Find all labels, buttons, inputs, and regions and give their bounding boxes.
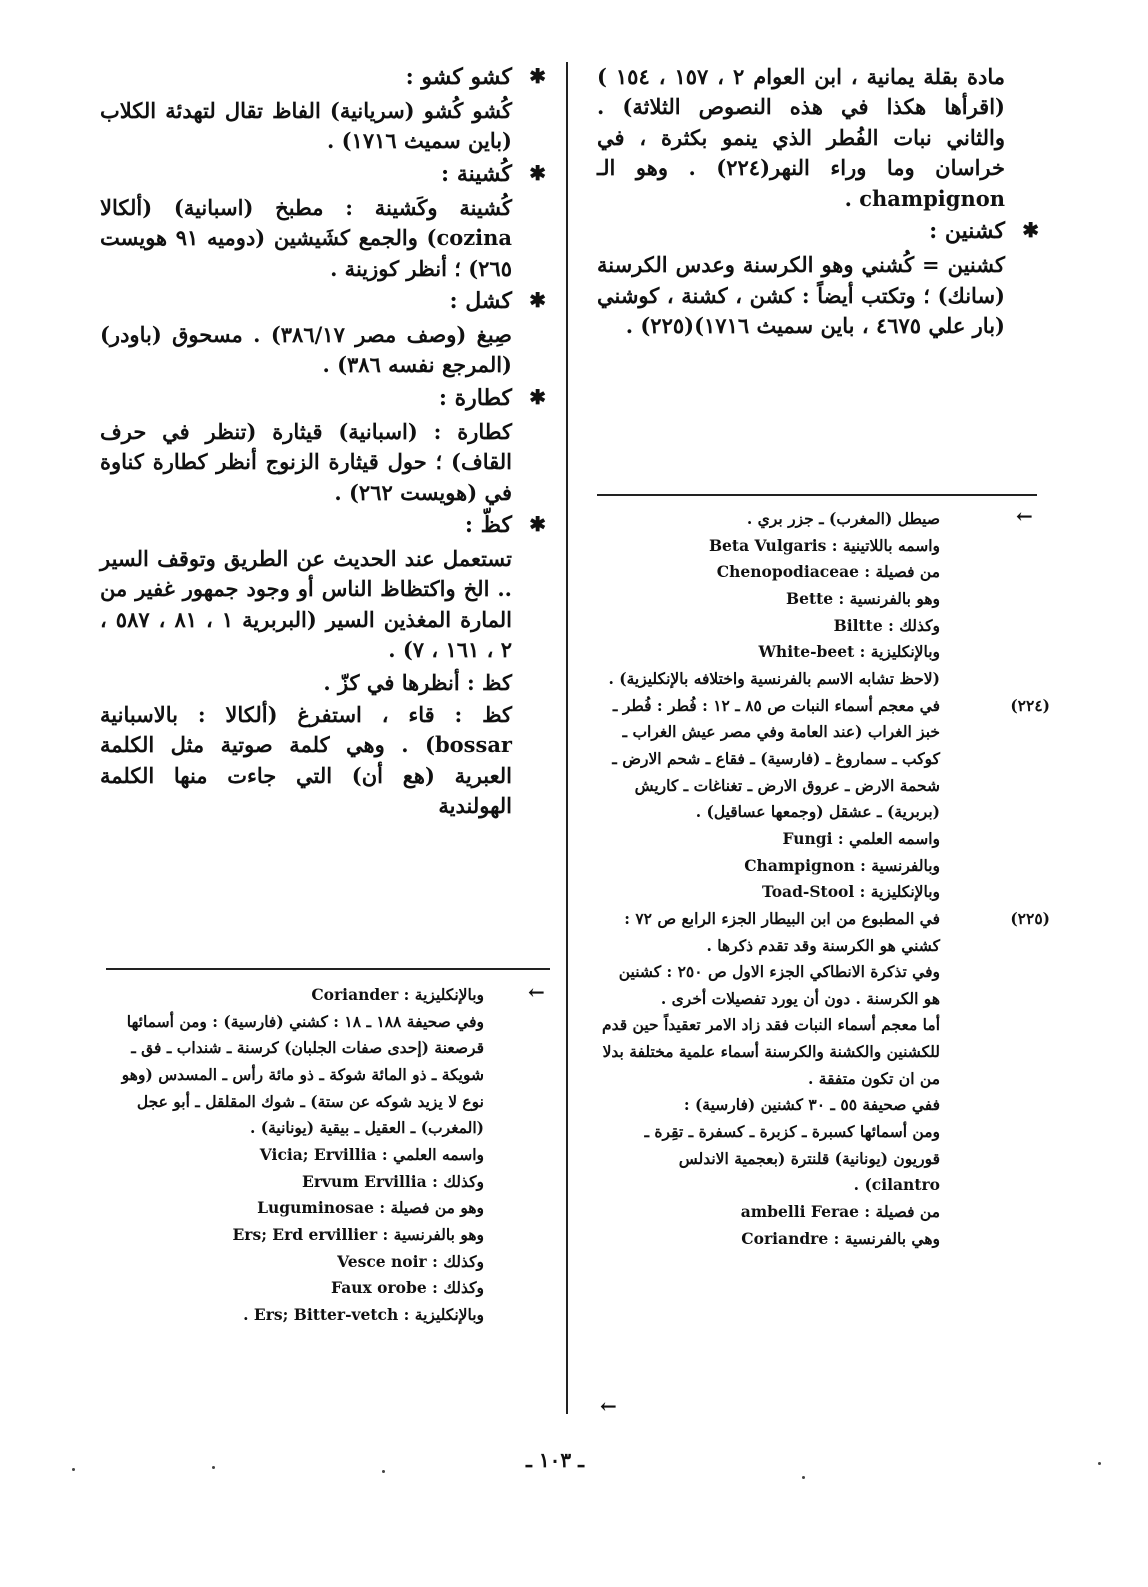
left-column xyxy=(100,62,546,824)
footnote-continuation xyxy=(598,506,998,693)
entry-text-kitara: كطارة : (اسبانية) قيثارة (تنظر في حرف القاف) ؛ حول قيثارة الزنوج أنظر كطارة كناوة في (هويست ٢٦٢) . xyxy=(100,418,512,505)
footnote-line: وبالإنكليزية : White-beet xyxy=(758,642,940,662)
footnote-label: (٢٢٤) xyxy=(1010,695,1050,715)
scan-speck xyxy=(382,1470,385,1473)
entry-bullet: ✱ xyxy=(1022,218,1039,243)
footnotes-right xyxy=(598,506,1050,1252)
scan-speck xyxy=(1098,1462,1101,1465)
footnote-rule-right xyxy=(597,494,1037,496)
footnote-label: (٢٢٥) xyxy=(1010,908,1050,928)
continuation-arrow-icon: ← xyxy=(1016,504,1033,528)
entry-text-kashl: صِبغ (وصف مصر ٣٨٦/١٧) . مسحوق (باودر) (المرجع نفسه ٣٨٦) . xyxy=(100,321,512,378)
entry-text-kushina: كُشينة وكَشينة : مطبخ (اسبانية) (ألكالا cozina) والجمع كشَيشين (دوميه ٩١ هويست ٢٦٥) ؛ أنظر كوزينة . xyxy=(100,194,513,281)
footnote-line: وهو من فصيلة : Luguminosae xyxy=(257,1198,484,1218)
footnote-line: من فصيلة : ambelli Ferae xyxy=(740,1202,940,1222)
footnote-224 xyxy=(598,693,1050,906)
scan-speck xyxy=(802,1476,805,1479)
footnote-rule-left xyxy=(106,968,550,970)
footnote-line: ففي صحيفة ٥٥ ـ ٣٠ كشنين (فارسية) : xyxy=(683,1095,940,1115)
right-paragraph-1: مادة بقلة يمانية ، ابن العوام ٢ ، ١٥٧ ، ١٥٤ ) (اقرأها هكذا في هذه النصوص الثلاثة) . والثاني نبات الفُطر الذي ينمو بكثرة ، في خراسان وما وراء النهر(٢٢٤) . وهو الـ champignon . xyxy=(597,64,1006,211)
footnote-line: واسمه باللاتينية : Beta Vulgaris xyxy=(708,535,940,555)
entry-text-kaz-vomit: كظ : قاء ، استفرغ (ألكالا : بالاسبانية bossar) . وهي كلمة صوتية مثل الكلمة العبرية (هع أن) التي جاءت منها الكلمة الهولندية xyxy=(100,702,512,819)
entry-bullet: ✱ xyxy=(529,64,546,88)
entry-bullet: ✱ xyxy=(529,384,546,409)
footnote-line: وبالإنكليزية : Ers; Bitter-vetch . xyxy=(243,1304,484,1324)
footnote-line: واسمه العلمي : Fungi xyxy=(782,828,940,848)
continuation-arrow-icon: ← xyxy=(528,980,545,1004)
entry-head-kushina: كُشينة : xyxy=(441,160,512,187)
footnote-line: ومن أسمائها كسبرة ـ كزبرة ـ كسفرة ـ تقِرة ـ قوريون (يونانية) قلنترة (بعجمية الاندلس cilantro) . xyxy=(644,1122,940,1195)
footnote-225 xyxy=(598,906,1050,1253)
entry-head-kashl: كشل : xyxy=(449,287,512,314)
footnote-line: (لاحظ تشابه الاسم بالفرنسية واختلافه بالإنكليزية) . xyxy=(608,668,940,688)
footnote-line: وبالإنكليزية : Toad-Stool xyxy=(761,882,940,902)
entry-bullet: ✱ xyxy=(529,511,546,536)
footnote-line: وبالإنكليزية : Coriander xyxy=(311,985,484,1004)
footnote-line: من فصيلة : Chenopodiaceae xyxy=(716,562,940,582)
scan-speck xyxy=(212,1466,215,1469)
footnote-line: وفي تذكرة الانطاكي الجزء الاول ص ٢٥٠ : كشنين هو الكرسنة . دون أن يورد تفصيلات أخرى . xyxy=(618,962,940,1008)
entry-text-kazz: تستعمل عند الحديث عن الطريق وتوقف السير .. الخ واكتظاظ الناس أو وجود جمهور غفير من المارة المغذين السير (البربرية ١ ، ٨١ ، ٥٨٧ ، ٢ ، ١٦١ ، ٧) . xyxy=(100,545,513,663)
entry-head-kashnin: كشنين : xyxy=(929,218,1005,245)
right-column xyxy=(597,62,1039,343)
entry-text-kashnin: كشنين = كُشني وهو الكرسنة وعدس الكرسنة (سانك) ؛ وتكتب أيضاً : كشن ، كشنة ، كوشني (بار علي ٤٦٧٥ ، باين سميث ١٧١٦)(٢٢٥) . xyxy=(597,252,1005,338)
entry-text-kaz-see: كظ : أنظرها في كزّ . xyxy=(323,669,512,695)
scan-speck xyxy=(72,1468,75,1471)
footnote-line: وكذلك : Biltte xyxy=(833,615,940,635)
footnote-line: وكذلك : Ervum Ervillia xyxy=(302,1171,484,1191)
entry-head-kazz: كظّ : xyxy=(464,511,512,538)
footnote-line: واسمه العلمي : Vicia; Ervillia xyxy=(259,1144,484,1164)
entry-bullet: ✱ xyxy=(529,287,546,312)
entry-head-kashu: كشو كشو : xyxy=(405,64,512,90)
footnote-line: وهي بالفرنسية : Coriandre xyxy=(741,1228,940,1248)
entry-text-kashu: كُشو كُشو (سريانية) الفاظ تقال لتهدئة الكلاب (باين سميث ١٧١٦) . xyxy=(100,97,512,154)
footnote-line: وكذلك : Faux orobe xyxy=(331,1278,484,1298)
footnote-line: صيطل (المغرب) ـ جزر بري . xyxy=(746,509,940,528)
footnote-line: في المطبوع من ابن البيطار الجزء الرابع ص ٧٢ : كشني هو الكرسنة وقد تقدم ذكرها . xyxy=(624,908,940,955)
footnote-line: وبالفرنسية : Champignon xyxy=(744,855,940,875)
page-number: ـ ١٠٣ ـ xyxy=(526,1448,584,1472)
column-divider xyxy=(566,62,568,1414)
footnote-line: أما معجم أسماء النبات فقد زاد الامر تعقيداً حين قدم للكشنين والكشنة والكرسنة أسماء علمية مختلفة بدلا من ان تكون متفقة . xyxy=(602,1015,940,1088)
footnote-line: وهو بالفرنسية : Ers; Erd ervillier xyxy=(232,1224,484,1244)
footnote-line: في معجم أسماء النبات ص ٨٥ ـ ١٢ : فُطر : فُطر ـ خبز الغراب (عند العامة وفي مصر عيش الغراب ـ كوكب ـ سماروغ ـ (فارسية) ـ فقاع ـ شحم الارض ـ شحمة الارض ـ عروق الارض ـ تغناغات ـ كاريش (بربرية) ـ عشقل (وجمعها عساقيل) . xyxy=(612,695,940,822)
footnote-line: وفي صحيفة ١٨٨ ـ ١٨ : كشني (فارسية) : ومن أسمائها قرصعنة (إحدى صفات الجلبان) كرسنة ـ شنداب ـ فق ـ شويكة ـ ذو المائة شوكة ـ ذو مائة رأس ـ المسدس (وهو نوع لا يزيد شوكه عن ستة) ـ شوك المقلقل ـ أبو عجل (المغرب) ـ العقيل ـ بيقية (يونانية) . xyxy=(121,1011,484,1138)
footnote-line: وكذلك : Vesce noir xyxy=(337,1251,484,1271)
footnote-line: وهو بالفرنسية : Bette xyxy=(785,588,940,608)
entry-bullet: ✱ xyxy=(529,160,546,185)
footnotes-left xyxy=(104,982,484,1329)
continued-arrow-icon: ← xyxy=(600,1394,617,1418)
entry-head-kitara: كطارة : xyxy=(438,384,512,411)
